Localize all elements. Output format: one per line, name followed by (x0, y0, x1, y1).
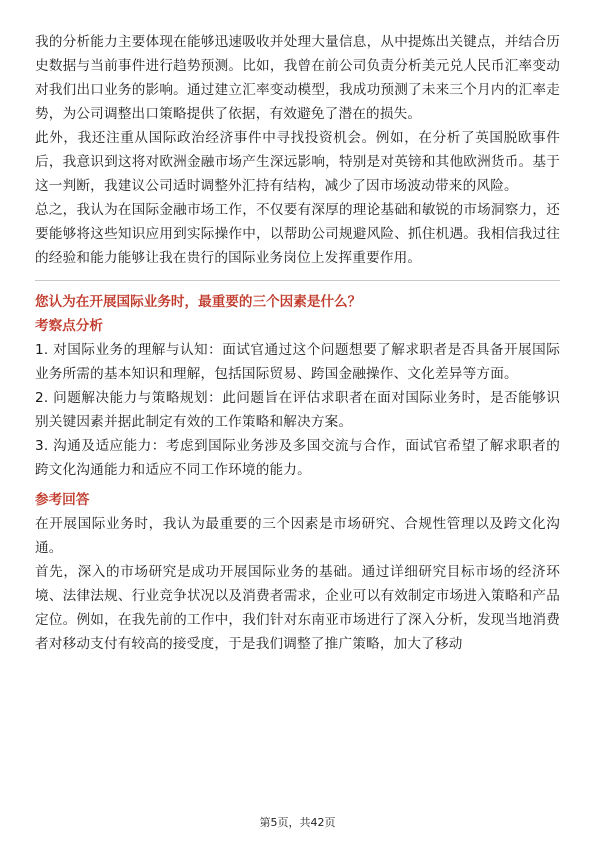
answer-paragraph: 首先，深入的市场研究是成功开展国际业务的基础。通过详细研究目标市场的经济环境、法律法规、行业竞争状况以及消费者需求，企业可以有效制定市场进入策略和产品定位。例如，在我先前的工作中，我们针对东南亚市场进行了深入分析，发现当地消费者对移动支付有较高的接受度，于是我们调整了推广策略，加大了移动 (35, 564, 560, 652)
analysis-item: 2. 问题解决能力与策略规划：此问题旨在评估求职者在面对国际业务时，是否能够识别关键因素并据此制定有效的工作策略和解决方案。 (35, 390, 560, 430)
answer-heading: 参考回答 (35, 492, 90, 508)
body-paragraph: 此外，我还注重从国际政治经济事件中寻找投资机会。例如，在分析了英国脱欧事件后，我意识到这将对欧洲金融市场产生深远影响，特别是对英镑和其他欧洲货币。基于这一判断，我建议公司适时调整外汇持有结构，减少了因市场波动带来的风险。 (35, 130, 560, 194)
body-paragraph: 总之，我认为在国际金融市场工作，不仅要有深厚的理论基础和敏锐的市场洞察力，还要能够将这些知识应用到实际操作中，以帮助公司规避风险、抓住机遇。我相信我过往的经验和能力能够让我在贵行的国际业务岗位上发挥重要作用。 (35, 202, 560, 266)
analysis-item: 1. 对国际业务的理解与认知：面试官通过这个问题想要了解求职者是否具备开展国际业务所需的基本知识和理解，包括国际贸易、跨国金融操作、文化差异等方面。 (35, 342, 560, 382)
body-paragraph: 我的分析能力主要体现在能够迅速吸收并处理大量信息，从中提炼出关键点，并结合历史数据与当前事件进行趋势预测。比如，我曾在前公司负责分析美元兑人民币汇率变动对我们出口业务的影响。通过建立汇率变动模型，我成功预测了未来三个月内的汇率走势，为公司调整出口策略提供了依据，有效避免了潜在的损失。 (35, 34, 560, 122)
analysis-heading: 考察点分析 (35, 318, 103, 334)
section-divider (35, 280, 560, 281)
analysis-item: 3. 沟通及适应能力：考虑到国际业务涉及多国交流与合作，面试官希望了解求职者的跨文化沟通能力和适应不同工作环境的能力。 (35, 438, 560, 478)
question-title: 您认为在开展国际业务时，最重要的三个因素是什么？ (35, 294, 362, 310)
page-number-footer: 第5页，共42页 (259, 816, 336, 829)
document-page (35, 30, 560, 656)
answer-paragraph: 在开展国际业务时，我认为最重要的三个因素是市场研究、合规性管理以及跨文化沟通。 (35, 516, 560, 556)
